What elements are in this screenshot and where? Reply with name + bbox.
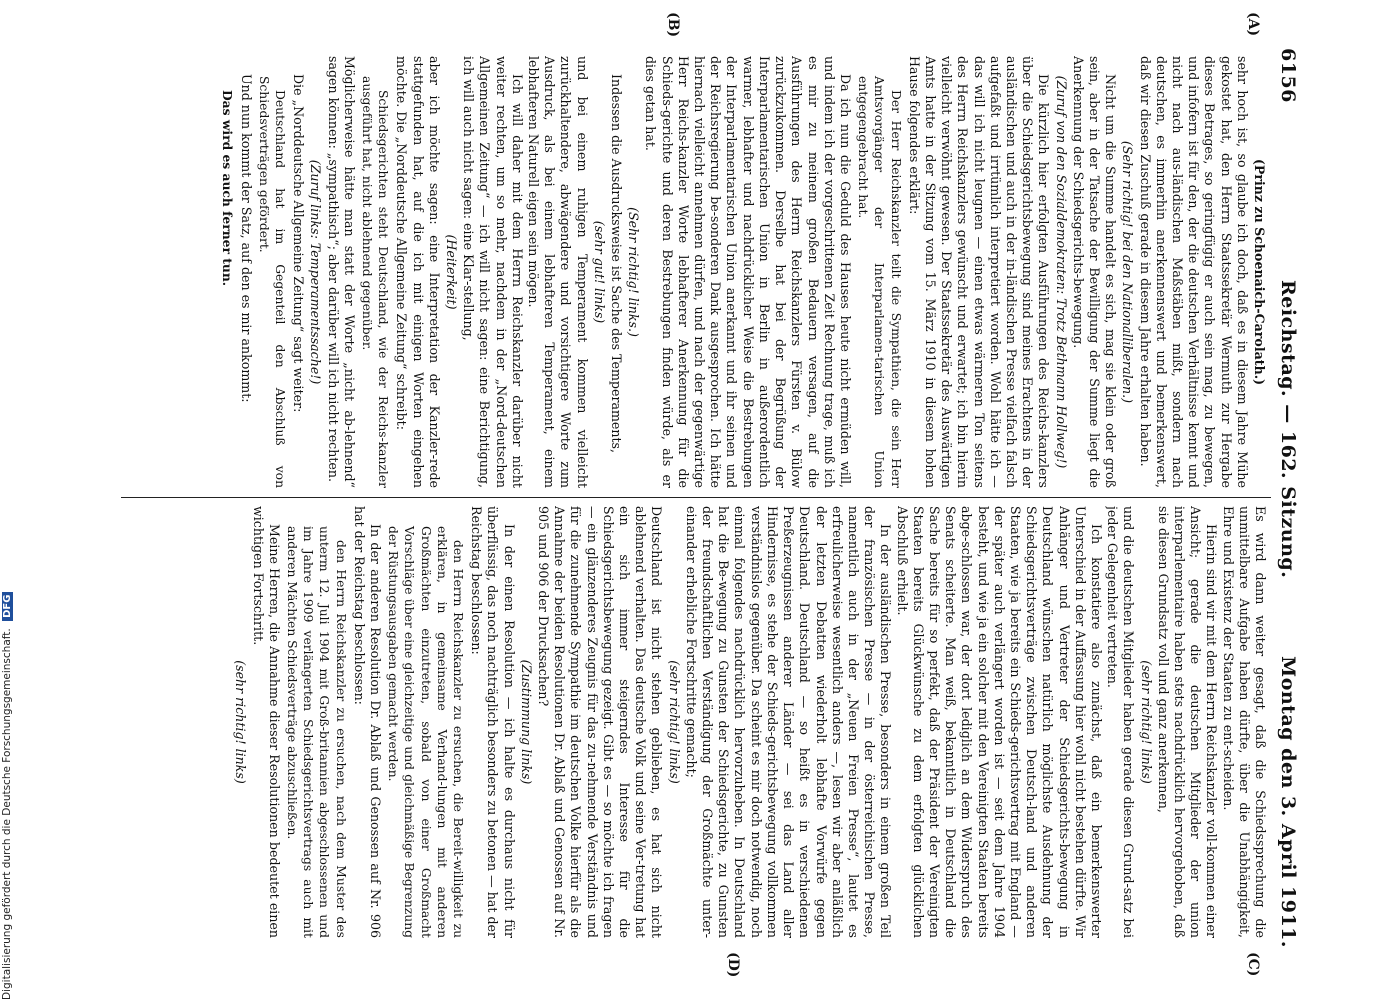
page-header xyxy=(1273,48,1305,948)
right-column xyxy=(128,506,1268,938)
paragraph: Es wird dann weiter gesagt, daß die Schiedssprechung die unmittelbare Aufgabe haben dürfte, über die Unabhängigkeit, Ehre und Existenz der Staaten zu ent-scheiden. xyxy=(1220,506,1268,938)
dfg-logo: DFG xyxy=(2,592,13,621)
paragraph: Hierin sind wir mit dem Herrn Reichskanzler voll-kommen einer Ansicht; gerade die deutschen Mitglieder der union interparlementaire haben stets nachdrücklich hervorgehoben, daß sie diesen Grundsatz voll und ganz anerkennen, xyxy=(1155,506,1220,938)
page-number: 6156 xyxy=(1277,48,1299,103)
paragraph: In der einen Resolution — ich halte es durchaus nicht für überflüssig, das noch nachträglich besonders zu betonen — hat der Reichstag beschlossen: xyxy=(469,506,517,938)
quotation-text: Das wird es auch ferner tun. xyxy=(220,90,236,287)
interjection-note: (Zuruf links: Temperamentssache!) xyxy=(308,159,324,385)
paragraph: und bei einem ruhigen Temperament kommen vielleicht zurückhaltendere, abwägendere und vorsichtigere Worte zum Ausdruck, als bei einem lebhafteren Temperament, einem lebhafteren Naturell eigen sein mögen. xyxy=(526,56,590,488)
column-divider xyxy=(121,497,1271,498)
speaker-line: (Prinz zu Schoenaich-Carolath.) xyxy=(1252,158,1267,386)
left-column xyxy=(128,56,1268,488)
digitization-credit xyxy=(1,0,21,1000)
paragraph: Die kürzlich hier erfolgten Ausführungen des Reichs-kanzlers über die Schiedsgerichtsbewegung sind meines Erachtens in der ausländischen und auch in der in-ländischen Presse vielfach falsch aufgefaßt und irrtümlich interpretiert worden. Wohl hätte ich — das will ich nicht leugnen — einen etwas wärmeren Ton seitens des Herrn Reichskanzlers gewünscht und erwartet; ich bin hierin vielleicht verwöhnt gewesen. Der Staatssekretär des Auswärtigen Amts hatte in der Sitzung vom 15. März 1910 in diesem hohen Hause folgendes erklärt: xyxy=(906,56,1052,488)
quotation-text: Schiedsgerichten steht Deutschland, wie der Reichs-kanzler ausgeführt hat, nicht ablehnend gegenüber. xyxy=(360,76,391,488)
paragraph: Indessen die Ausdrucksweise ist Sache des Temperaments, xyxy=(609,74,625,454)
paragraph: Ich konstatiere also zunächst, daß ein bemerkenswerter Unterschied in der Auffassung hier wohl nicht bestehen dürfte. Wir Anhänger und Vertreter der Schiedsgerichts-bewegung in Deutschland wünschen natürlich möglichste Ausdehnung der Schiedsgerichtsverträge zwischen Deutsch-land und anderen Staaten, wie ja bereits ein Schieds-gerichtsvertrag mit England — der später auch verlängert worden ist — seit dem Jahre 1904 besteht, und wie ja ein solcher mit den Vereinigten Staaten bereits abge-schlossen war, der dort lediglich an dem Widerspruch des Senats scheiterte. Man weiß, bekanntlich in Deutschland die Sache bereits für so perfekt, daß der Präsident der Vereinigten Staaten bereits Glückwünsche zu dem erfolgten glücklichen Abschluß erhielt. xyxy=(894,506,1104,938)
quotation xyxy=(855,76,904,488)
quotation xyxy=(385,526,466,938)
paragraph: Meine Herren, die Annahme dieser Resolutionen bedeutet einen wichtigen Fortschritt. xyxy=(250,506,282,938)
quotation xyxy=(284,526,349,938)
paragraph: Deutschland ist nicht stehen geblieben, es hat sich nicht ablehnend verhalten. Das deutsche Volk und seine Ver-tretung hat ein sich immer steigerndes Interesse für die Schiedsgerichtsbewegung gezeigt. Gibt es — so möchte ich fragen — ein glänzenderes Zeugnis für das zu-nehmende Verständnis und für die zunehmende Sympathie im deutschen Volke hierfür als die Annahme der beiden Resolutionen Dr. Ablaß und Genossen auf Nr. 905 und 906 der Drucksachen? xyxy=(536,506,665,938)
applause-note: (sehr richtig! links) xyxy=(233,660,249,784)
applause-note: (sehr richtig! links) xyxy=(666,660,682,784)
laughter-note: (Heiterkeit) xyxy=(444,234,460,310)
paragraph: sehr hoch ist, so glaube ich doch, daß es in diesem Jahre Mühe gekostet hat, den Herrn Staatssekretär Wermuth zur Hergabe dieses Betrages, so geringfügig er auch sein mag, zu bewegen, und infofern ist für den, der die deutschen Verhältnisse kennt und nicht nach aus-ländischen Maßstäben mißt, sondern nach deutschen, es immerhin anerkennenswert und bemerkenswert, daß wir diesen Zuschuß gerade in diesem Jahre erhalten haben. xyxy=(1137,56,1250,488)
applause-note: (Zustimmung links) xyxy=(518,659,534,785)
paragraph: Ich will daher mit dem Herrn Reichskanzler darüber nicht weiter rechten, um so mehr, nachdem in der „Nord-deutschen Allgemeinen Zeitung“ — ich will nicht sagen: eine Berichtigung, ich will auch nicht sagen: eine Klar-stellung, xyxy=(461,56,525,488)
paragraph: und die deutschen Mitglieder haben gerade diesen Grund-satz bei jeder Gelegenheit vertreten. xyxy=(1105,506,1137,938)
quotation xyxy=(256,76,288,488)
paragraph: Und nun kommt der Satz, auf den es mir ankommt: xyxy=(238,74,254,403)
paragraph: Da ich nun die Geduld des Hauses heute nicht ermüden will, und indem ich der vorgeschrittenen Zeit Rechnung trage, muß ich es mir zu meinem großen Bedauern versagen, auf die Ausführungen des Herrn Reichskanzlers Fürsten v. Bülow zurückzukommen. Derselbe hat bei der Begrüßung der Interparlamentarischen Union in Berlin in außerordentlich warmer, lebhafter und nachdrücklicher Weise die Bestrebungen der Interparlamentarischen Union anerkannt und ihr seinen und der Reichsregierung be-sonderen Dank ausgesprochen. Ich hätte hiernach vielleicht annehmen dürfen, und nach der gegenwärtige Herr Reichs-kanzler Worte lebhafterer Anerkennung für die Schieds-gerichte und deren Bestrebungen finden würde, als er dies getan hat. xyxy=(643,56,853,488)
paragraph: Nicht um die Summe handelt es sich, mag sie klein oder groß sein, aber in der Tatsache der Bewilligung der Summe liegt die Anerkennung der Schiedsgerichts-bewegung. xyxy=(1070,56,1119,488)
interjection-note: (Zuruf von den Sozialdemokraten: Trotz Bethmann Hollweg!) xyxy=(1053,75,1069,469)
page-title: Reichstag. — 162. Sitzung. xyxy=(1277,280,1299,579)
quotation-text: den Herrn Reichskanzler zu ersuchen, nach dem Muster des unterm 12. Juli 1904 mit Groß-britannien abgeschlossenen und im Jahre 1909 verlängerten Schiedsgerichtsvertrags auch mit anderen Mächten Schiedsverträge abzuschließen. xyxy=(285,526,348,938)
margin-marker-b: (B) xyxy=(665,12,681,38)
session-date: Montag den 3. April 1911. xyxy=(1277,656,1299,948)
paragraph: aber ich möchte sagen: eine Interpretation der Kanzler-rede stattgefunden hat, auf die ich mit einigen Worten eingehen möchte. Die „Norddeutsche Allgemeine Zeitung“ schreibt: xyxy=(394,56,442,488)
quotation-text: Der Herr Reichskanzler teilt die Sympathien, die sein Herr Amtsvorgänger der Interparlamen-tarischen Union entgegengebracht hat. xyxy=(856,76,903,488)
paragraph: Möglicherweise hätte man statt der Worte „nicht ab-lehnend“ sagen können: „sympathisch“; aber darüber will ich nicht rechten. xyxy=(325,56,357,488)
margin-marker-c: (C) xyxy=(1245,952,1261,977)
paragraph: In der anderen Resolution Dr. Ablaß und Genossen auf Nr. 906 hat der Reichstag beschlossen: xyxy=(351,506,384,938)
applause-note: (Sehr richtig! links.) xyxy=(626,207,642,337)
margin-marker-a: (A) xyxy=(1245,12,1261,37)
scanned-page xyxy=(83,0,1383,1000)
applause-note: (Sehr richtig! bei den Nationalliberalen.) xyxy=(1120,140,1136,404)
credit-text: Digitalisierung gefördert durch die Deutsche Forschungsgemeinschaft. xyxy=(1,628,13,1000)
applause-note: (sehr richtig! links) xyxy=(1138,660,1154,784)
paragraph: Die „Norddeutsche Allgemeine Zeitung“ sagt weiter: xyxy=(291,74,307,413)
margin-marker-d: (D) xyxy=(725,952,741,978)
applause-note: (sehr gut! links) xyxy=(591,220,607,324)
quotation-text: Deutschland hat im Gegenteil den Abschluß von Schiedsverträgen gefördert. xyxy=(256,76,288,488)
paragraph: In der ausländischen Presse, besonders in einem großen Teil der französischen Presse — in der österreichischen Presse, namentlich auch in der „Neuen Freien Presse“, lautet es erfreulicherweise wesentlich anders —, lesen wir aber anläßlich der letzten Debatten wiederholt lebhafte Vorwürfe gegen Deutschland. Deutschland — so heißt es in verschiedenen Preßerzeugnissen anderer Länder — sei das Land aller Hindernisse, es stehe der Schieds-gerichtsbewegung vollkommen verständnislos gegenüber. Da scheint es mir doch notwendig, noch einmal folgendes nachdrücklich hervorzuheben. In Deutschland hat die Be-wegung zu Gunsten der Schiedsgerichte, zu Gunsten der freundschaftlichen Verständigung der Großmächte unter-einander erhebliche Fortschritte gemacht; xyxy=(683,506,894,938)
quotation-text: den Herrn Reichskanzler zu ersuchen, die Bereit-willigkeit zu erklären, in gemeinsame Verhand-lungen mit anderen Großmächten einzutreten, sobald von einer Großmacht Vorschläge über eine gleichzeitige und gleichmäßige Begrenzung der Rüstungsausgaben gemacht werden. xyxy=(386,526,466,938)
quotation xyxy=(219,76,235,488)
quotation xyxy=(359,76,391,488)
